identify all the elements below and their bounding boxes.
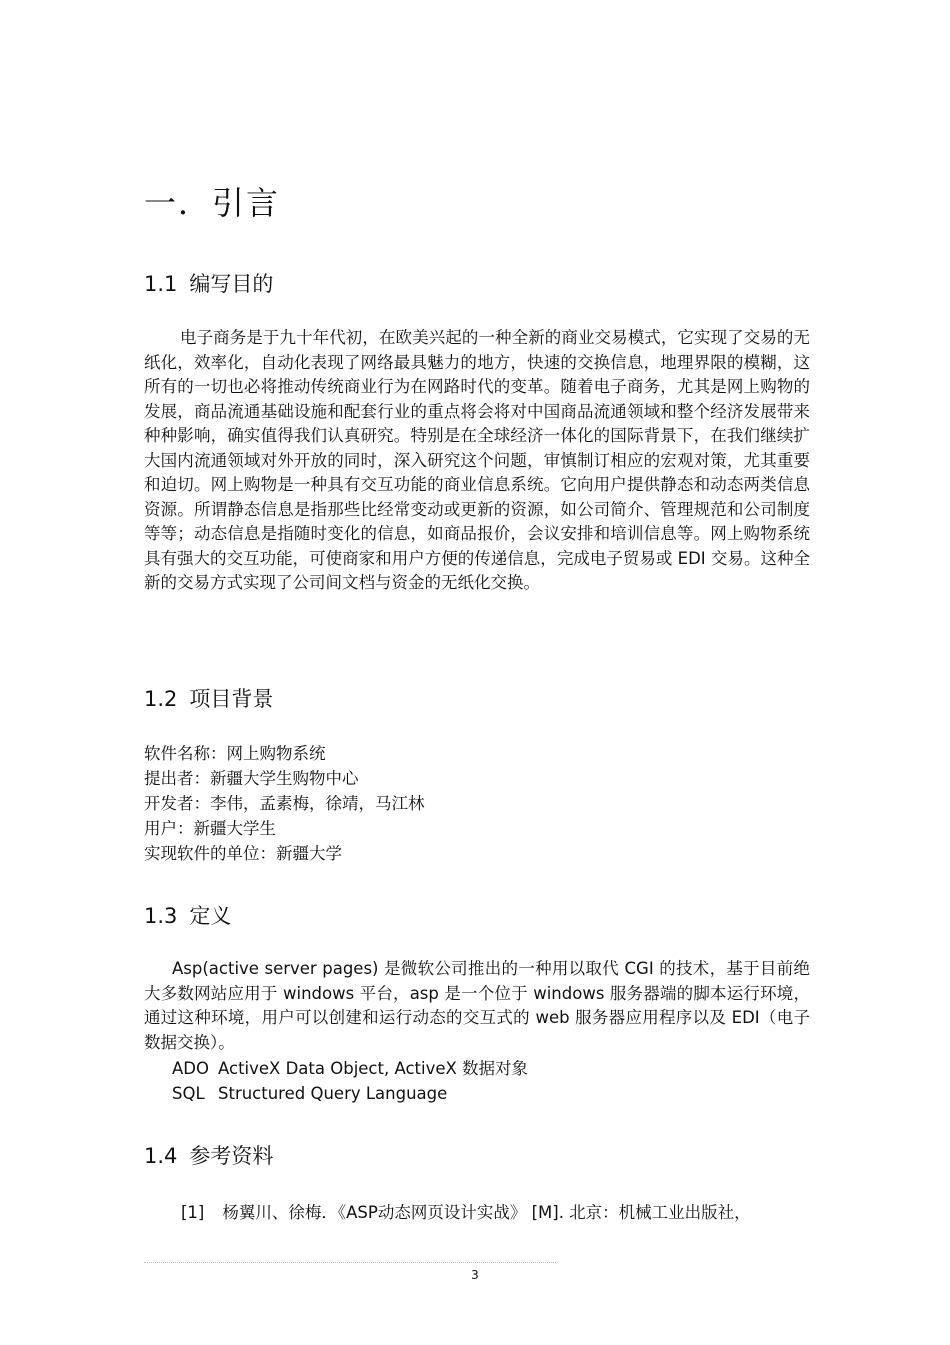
footer-divider: [144, 1262, 556, 1263]
reference-number: [1]: [181, 1203, 205, 1222]
term-meaning: Structured Query Language: [218, 1083, 448, 1103]
section-number: 1.1: [144, 272, 178, 296]
users-line: 用户：新疆大学生: [144, 819, 276, 838]
definition-paragraph: Asp(active server pages) 是微软公司推出的一种用以取代 CGI 的技术，基于目前绝大多数网站应用于 windows 平台，asp 是一个位于 windows 服务器端的脚本运行环境，通过这种环境，用户可以创建和运行动态的交互式的 web 服务器应用程序以及 EDI（电子数据交换）。: [144, 959, 810, 1052]
term-abbr: ADO: [172, 1059, 209, 1078]
section-title: 定义: [189, 904, 232, 928]
terms-list: [172, 1057, 528, 1106]
purpose-paragraph: 电子商务是于九十年代初，在欧美兴起的一种全新的商业交易模式，它实现了交易的无纸化，效率化，自动化表现了网络最具魅力的地方，快速的交换信息，地理界限的模糊，这所有的一切也必将推动传统商业行为在网路时代的变革。随着电子商务，尤其是网上购物的发展，商品流通基础设施和配套行业的重点将会将对中国商品流通领域和整个经济发展带来种种影响，确实值得我们认真研究。特别是在全球经济一体化的国际背景下，在我们继续扩大国内流通领域对外开放的同时，深入研究这个问题，审慎制订相应的宏观对策，尤其重要和迫切。网上购物是一种具有交互功能的商业信息系统。它向用户提供静态和动态两类信息资源。所谓静态信息是指那些比经常变动或更新的资源，如公司简介、管理规范和公司制度等等；动态信息是指随时变化的信息，如商品报价，会议安排和培训信息等。网上购物系统具有强大的交互功能，可使商家和用户方便的传递信息，完成电子贸易或 EDI 交易。这种全新的交易方式实现了公司间文档与资金的无纸化交换。: [144, 328, 810, 592]
term-abbr: SQL: [172, 1083, 205, 1103]
developers-line: 开发者：李伟，孟素梅，徐靖，马江林: [144, 794, 425, 813]
section-number: 1.2: [144, 687, 178, 711]
page-number: 3: [471, 1268, 479, 1282]
section-heading-definitions: [144, 900, 231, 930]
project-info-list: [144, 741, 425, 866]
section-heading-references: [144, 1140, 273, 1170]
section-title: 项目背景: [189, 687, 274, 711]
reference-text: 杨翼川、徐梅．《ASP动态网页设计实战》 [M]. 北京：机械工业出版社，: [222, 1203, 751, 1222]
section-number: 1.3: [144, 904, 178, 928]
proposer-line: 提出者：新疆大学生购物中心: [144, 769, 359, 788]
section-number: 1.4: [144, 1144, 178, 1168]
section-title: 编写目的: [189, 272, 274, 296]
term-item: [172, 1082, 528, 1107]
term-item: [172, 1057, 528, 1082]
reference-item: [181, 1199, 751, 1223]
chapter-heading: 一．引言: [144, 184, 281, 222]
section-title: 参考资料: [189, 1144, 274, 1168]
software-name-line: 软件名称：网上购物系统: [144, 744, 326, 763]
section-heading-purpose: [144, 268, 273, 298]
section-heading-background: [144, 683, 273, 713]
term-meaning: ActiveX Data Object, ActiveX 数据对象: [218, 1059, 529, 1078]
unit-line: 实现软件的单位：新疆大学: [144, 844, 342, 863]
